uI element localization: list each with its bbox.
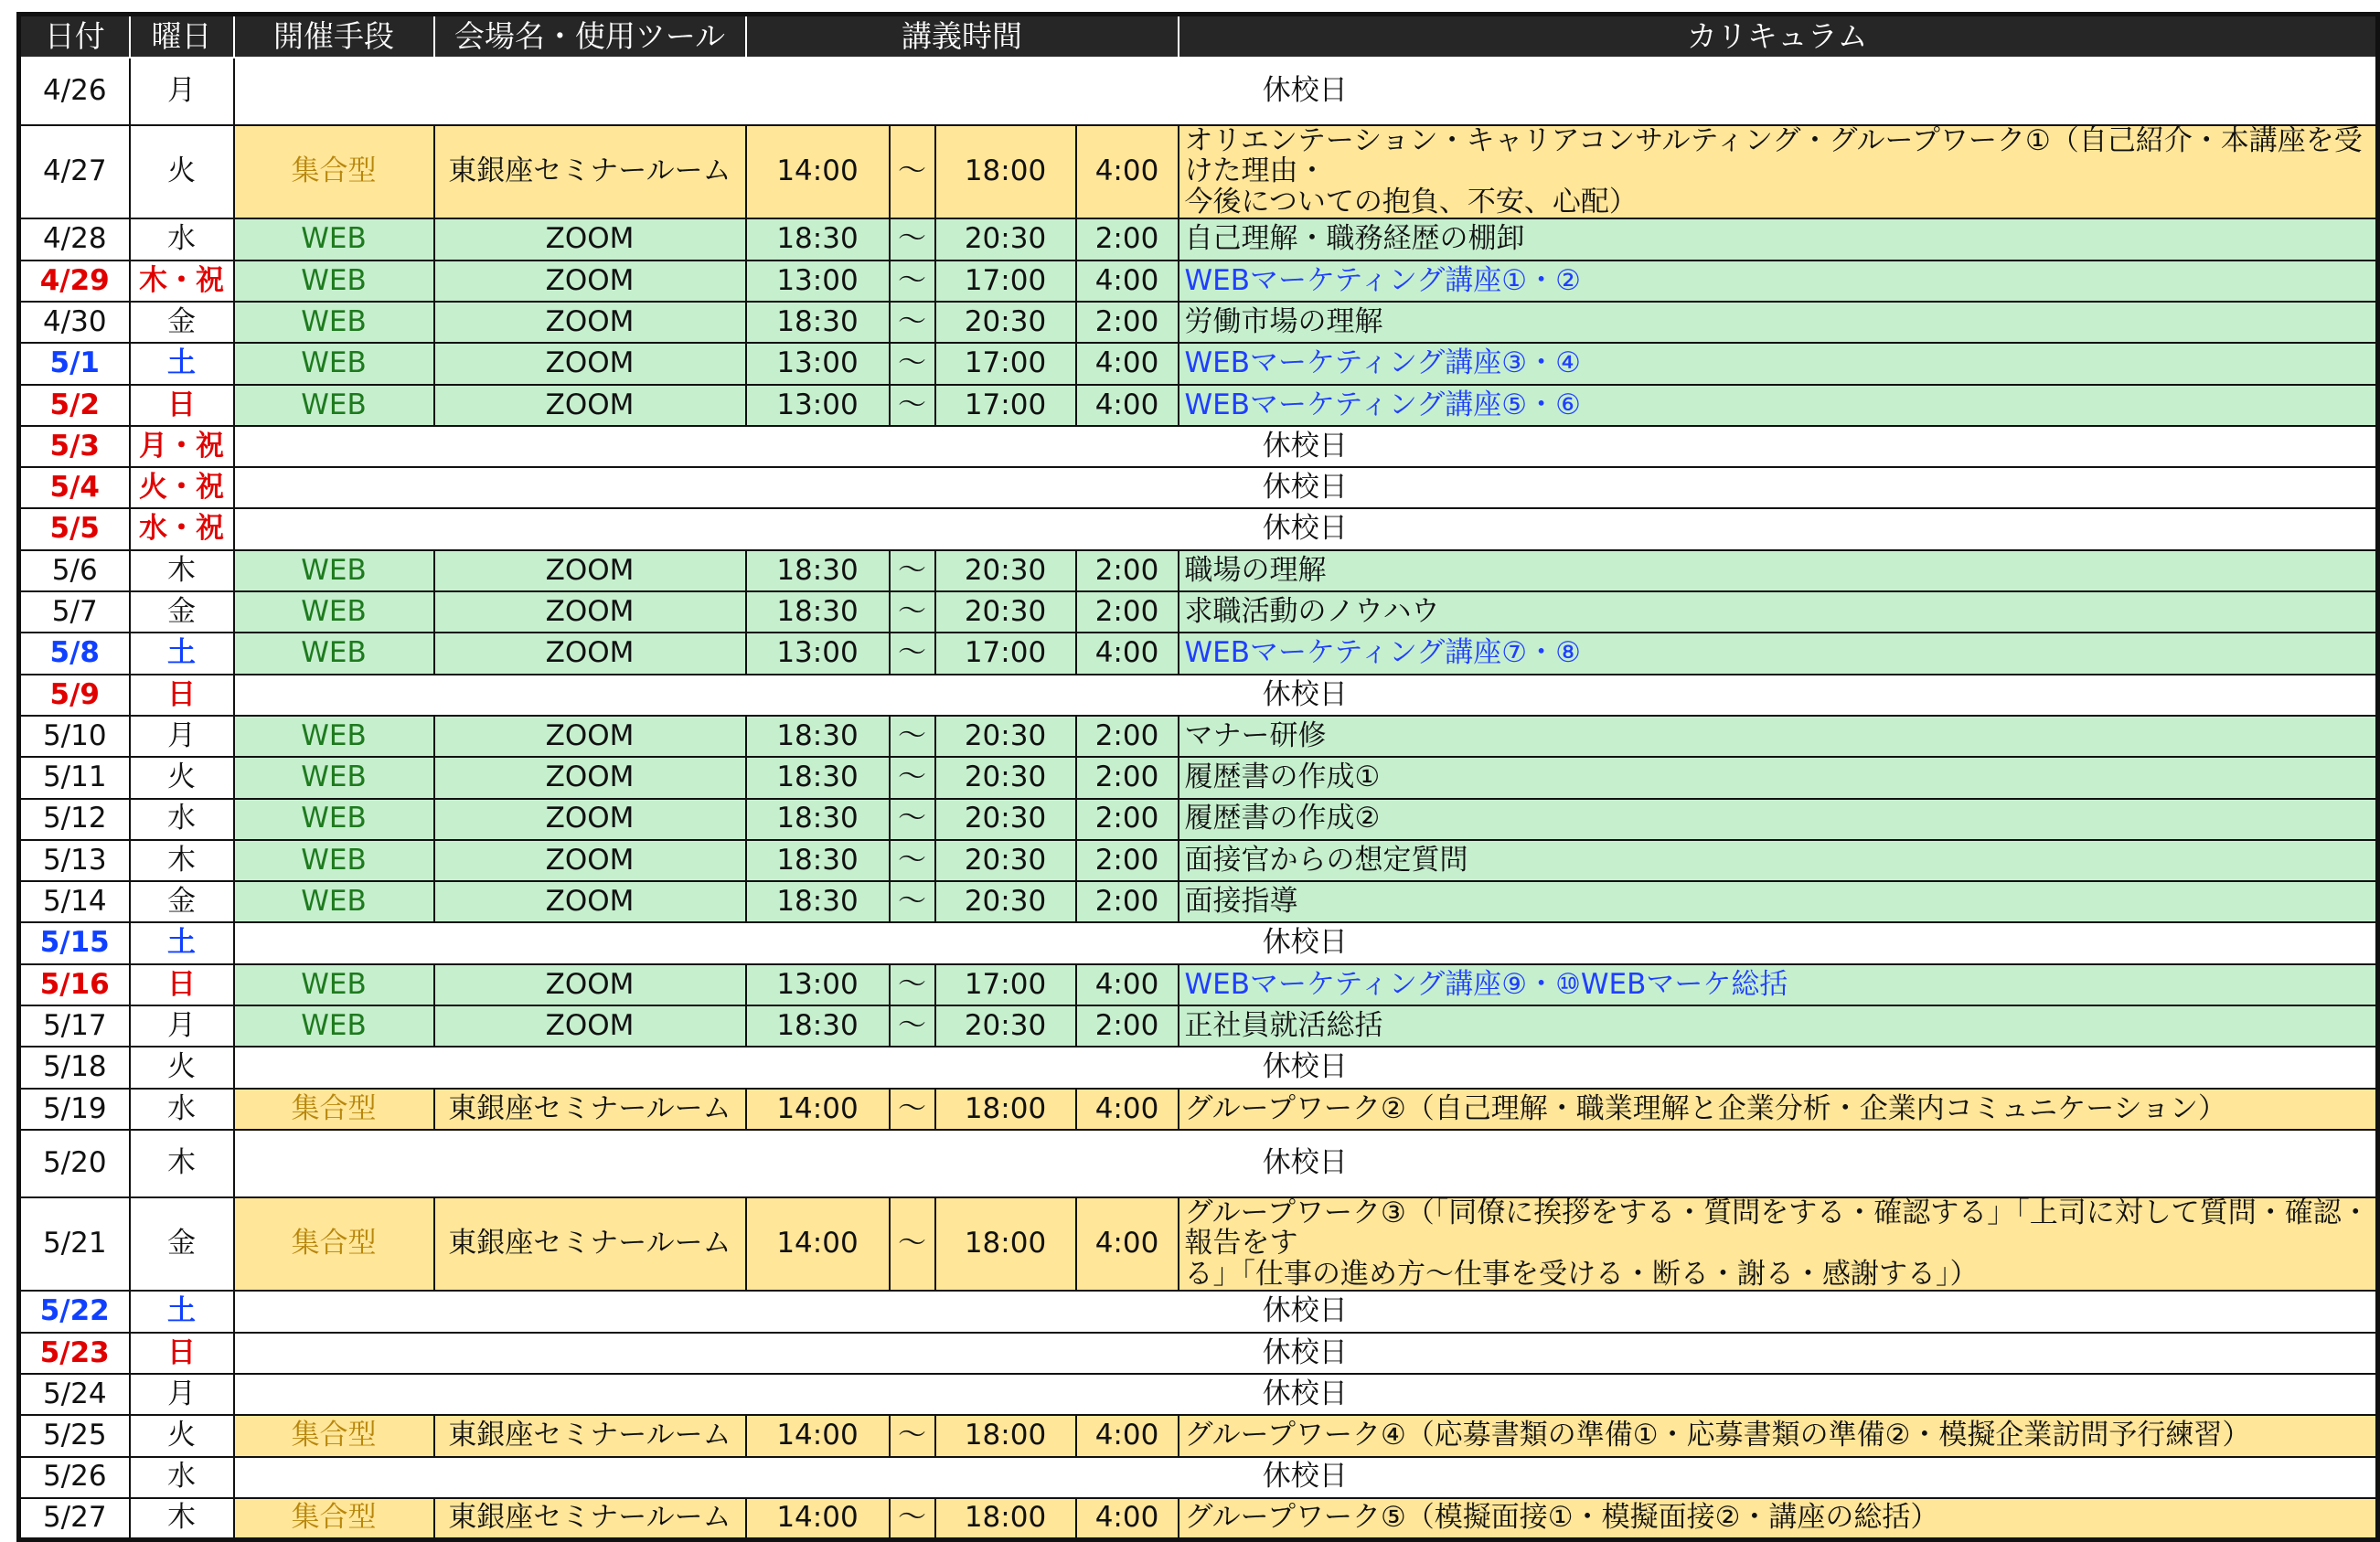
end-time-cell[interactable]: 17:00 [935,385,1076,426]
start-time-cell[interactable]: 18:30 [746,302,890,343]
hours-cell[interactable]: 4:00 [1076,1089,1179,1130]
holiday-cell[interactable]: 休校日 [234,508,2378,549]
dow-cell[interactable]: 金 [130,302,234,343]
venue-cell[interactable]: 東銀座セミナールーム [434,1415,746,1456]
curriculum-text: オリエンテーション・キャリアコンサルティング・グループワーク①（自己紹介・本講座を受けた理由・ 今後についての抱負、不安、心配） [1184,124,2363,218]
date-cell[interactable]: 5/8 [19,633,130,674]
venue-cell[interactable]: ZOOM [434,550,746,591]
curriculum-cell[interactable] [1179,1089,2378,1130]
holiday-cell[interactable]: 休校日 [234,1047,2378,1088]
tilde-cell[interactable]: ～ [890,964,935,1005]
dow-cell[interactable]: 土 [130,633,234,674]
dow-cell[interactable]: 月・祝 [130,426,234,467]
date-cell[interactable]: 5/27 [19,1498,130,1539]
curriculum-text: マナー研修 [1184,718,1327,752]
schedule-body [19,58,2378,1539]
curriculum-text: WEBマーケティング講座⑤・⑥ [1184,388,1581,421]
table-row[interactable] [19,633,2378,674]
tilde-cell[interactable]: ～ [890,261,935,302]
start-time-cell[interactable]: 13:00 [746,343,890,384]
mode-cell[interactable]: 集合型 [234,1498,434,1539]
curriculum-cell[interactable] [1179,302,2378,343]
date-cell[interactable]: 5/20 [19,1130,130,1197]
tilde-cell[interactable]: ～ [890,1089,935,1130]
hours-cell[interactable]: 4:00 [1076,1498,1179,1539]
date-cell[interactable]: 5/1 [19,343,130,384]
table-row[interactable] [19,799,2378,840]
hours-cell[interactable]: 4:00 [1076,385,1179,426]
hours-cell[interactable]: 4:00 [1076,964,1179,1005]
venue-cell[interactable]: ZOOM [434,964,746,1005]
dow-cell[interactable]: 水 [130,218,234,260]
start-time-cell[interactable]: 18:30 [746,799,890,840]
dow-cell[interactable]: 水 [130,1089,234,1130]
start-time-cell[interactable]: 14:00 [746,1089,890,1130]
holiday-cell[interactable]: 休校日 [234,1333,2378,1374]
table-row[interactable] [19,261,2378,302]
hours-cell[interactable]: 4:00 [1076,1415,1179,1456]
start-time-cell[interactable]: 13:00 [746,385,890,426]
table-row[interactable] [19,716,2378,757]
start-time-cell[interactable]: 18:30 [746,591,890,633]
dow-cell[interactable]: 水・祝 [130,508,234,549]
start-time-cell[interactable]: 14:00 [746,1498,890,1539]
dow-cell[interactable]: 火 [130,1047,234,1088]
date-cell[interactable]: 5/2 [19,385,130,426]
hours-cell[interactable]: 2:00 [1076,591,1179,633]
table-row[interactable] [19,302,2378,343]
end-time-cell[interactable]: 18:00 [935,1498,1076,1539]
header-curriculum[interactable]: カリキュラム [1179,15,2378,58]
dow-cell[interactable]: 土 [130,922,234,963]
end-time-cell[interactable]: 20:30 [935,840,1076,881]
table-row[interactable] [19,1197,2378,1291]
dow-cell[interactable]: 月 [130,716,234,757]
tilde-cell[interactable]: ～ [890,716,935,757]
curriculum-cell[interactable] [1179,261,2378,302]
dow-cell[interactable]: 日 [130,1333,234,1374]
mode-cell[interactable]: WEB [234,716,434,757]
end-time-cell[interactable]: 20:30 [935,757,1076,798]
date-cell[interactable]: 4/27 [19,125,130,218]
venue-cell[interactable]: ZOOM [434,799,746,840]
hours-cell[interactable]: 4:00 [1076,633,1179,674]
tilde-cell[interactable]: ～ [890,591,935,633]
dow-cell[interactable]: 月 [130,58,234,125]
mode-cell[interactable]: WEB [234,550,434,591]
table-row[interactable] [19,1498,2378,1539]
venue-cell[interactable]: ZOOM [434,1005,746,1047]
dow-cell[interactable]: 金 [130,591,234,633]
date-cell[interactable]: 4/29 [19,261,130,302]
date-cell[interactable]: 5/12 [19,799,130,840]
date-cell[interactable]: 5/26 [19,1457,130,1498]
header-dow[interactable]: 曜日 [130,15,234,58]
table-row[interactable] [19,1089,2378,1130]
tilde-cell[interactable]: ～ [890,1197,935,1291]
date-cell[interactable]: 5/23 [19,1333,130,1374]
date-cell[interactable]: 5/19 [19,1089,130,1130]
curriculum-text: グループワーク③（「同僚に挨拶をする・質問をする・確認する」「上司に対して質問・確認・報告をす る」「仕事の進め方～仕事を受ける・断る・謝る・感謝する」） [1184,1196,2370,1291]
curriculum-text: グループワーク②（自己理解・職業理解と企業分析・企業内コミュニケーション） [1184,1091,2226,1125]
curriculum-cell[interactable] [1179,218,2378,260]
curriculum-cell[interactable] [1179,125,2378,218]
date-cell[interactable]: 5/15 [19,922,130,963]
curriculum-cell[interactable] [1179,1197,2378,1291]
curriculum-cell[interactable] [1179,550,2378,591]
end-time-cell[interactable]: 17:00 [935,261,1076,302]
venue-cell[interactable]: 東銀座セミナールーム [434,125,746,218]
end-time-cell[interactable]: 20:30 [935,591,1076,633]
curriculum-text: 求職活動のノウハウ [1184,594,1440,628]
mode-cell[interactable]: 集合型 [234,125,434,218]
venue-cell[interactable]: ZOOM [434,261,746,302]
mode-cell[interactable]: WEB [234,591,434,633]
tilde-cell[interactable]: ～ [890,385,935,426]
schedule-sheet [16,12,2370,1534]
tilde-cell[interactable]: ～ [890,550,935,591]
date-cell[interactable]: 5/14 [19,881,130,922]
table-row[interactable] [19,1333,2378,1374]
start-time-cell[interactable]: 18:30 [746,716,890,757]
table-row[interactable] [19,1374,2378,1415]
curriculum-cell[interactable] [1179,799,2378,840]
dow-cell[interactable]: 金 [130,1197,234,1291]
hours-cell[interactable]: 4:00 [1076,343,1179,384]
start-time-cell[interactable]: 18:30 [746,757,890,798]
date-cell[interactable]: 4/26 [19,58,130,125]
end-time-cell[interactable]: 20:30 [935,881,1076,922]
dow-cell[interactable]: 土 [130,343,234,384]
dow-cell[interactable]: 日 [130,964,234,1005]
hours-cell[interactable]: 2:00 [1076,881,1179,922]
hours-cell[interactable]: 2:00 [1076,840,1179,881]
dow-cell[interactable]: 火 [130,125,234,218]
tilde-cell[interactable]: ～ [890,799,935,840]
holiday-cell[interactable]: 休校日 [234,922,2378,963]
dow-cell[interactable]: 木 [130,1498,234,1539]
mode-cell[interactable]: WEB [234,385,434,426]
hours-cell[interactable]: 2:00 [1076,1005,1179,1047]
curriculum-text: 正社員就活総括 [1184,1008,1383,1042]
mode-cell[interactable]: WEB [234,343,434,384]
curriculum-text: グループワーク④（応募書類の準備①・応募書類の準備②・模擬企業訪問予行練習） [1184,1419,2251,1452]
mode-cell[interactable]: WEB [234,840,434,881]
end-time-cell[interactable]: 18:00 [935,1197,1076,1291]
table-row[interactable] [19,757,2378,798]
schedule-table [16,12,2380,1542]
tilde-cell[interactable]: ～ [890,1498,935,1539]
curriculum-cell[interactable] [1179,1498,2378,1539]
start-time-cell[interactable]: 18:30 [746,1005,890,1047]
end-time-cell[interactable]: 18:00 [935,125,1076,218]
curriculum-text: WEBマーケティング講座①・② [1184,263,1581,297]
curriculum-text: 自己理解・職務経歴の棚卸 [1184,222,1525,256]
date-cell[interactable]: 5/4 [19,467,130,508]
curriculum-cell[interactable] [1179,716,2378,757]
tilde-cell[interactable]: ～ [890,302,935,343]
hours-cell[interactable]: 2:00 [1076,799,1179,840]
mode-cell[interactable]: WEB [234,964,434,1005]
start-time-cell[interactable]: 18:30 [746,218,890,260]
venue-cell[interactable]: ZOOM [434,218,746,260]
curriculum-cell[interactable] [1179,1415,2378,1456]
table-row[interactable] [19,125,2378,218]
end-time-cell[interactable]: 18:00 [935,1415,1076,1456]
date-cell[interactable]: 5/16 [19,964,130,1005]
table-row[interactable] [19,467,2378,508]
venue-cell[interactable]: 東銀座セミナールーム [434,1197,746,1291]
start-time-cell[interactable]: 14:00 [746,125,890,218]
tilde-cell[interactable]: ～ [890,343,935,384]
header-venue[interactable]: 会場名・使用ツール [434,15,746,58]
tilde-cell[interactable]: ～ [890,757,935,798]
start-time-cell[interactable]: 14:00 [746,1197,890,1291]
date-cell[interactable]: 5/7 [19,591,130,633]
dow-cell[interactable]: 水 [130,799,234,840]
date-cell[interactable]: 5/6 [19,550,130,591]
curriculum-cell[interactable] [1179,881,2378,922]
curriculum-cell[interactable] [1179,964,2378,1005]
mode-cell[interactable]: WEB [234,1005,434,1047]
end-time-cell[interactable]: 17:00 [935,633,1076,674]
curriculum-text: WEBマーケティング講座⑨・⑩WEBマーケ総括 [1184,967,1788,1001]
curriculum-cell[interactable] [1179,757,2378,798]
curriculum-cell[interactable] [1179,633,2378,674]
tilde-cell[interactable]: ～ [890,840,935,881]
dow-cell[interactable]: 火 [130,1415,234,1456]
curriculum-cell[interactable] [1179,1005,2378,1047]
hours-cell[interactable]: 2:00 [1076,302,1179,343]
hours-cell[interactable]: 4:00 [1076,125,1179,218]
curriculum-text: 履歴書の作成② [1184,802,1381,835]
mode-cell[interactable]: WEB [234,633,434,674]
table-row[interactable] [19,343,2378,384]
tilde-cell[interactable]: ～ [890,1415,935,1456]
table-row[interactable] [19,218,2378,260]
curriculum-text: グループワーク⑤（模擬面接①・模擬面接②・講座の総括） [1184,1500,1939,1534]
start-time-cell[interactable]: 13:00 [746,964,890,1005]
date-cell[interactable]: 5/21 [19,1197,130,1291]
date-cell[interactable]: 5/9 [19,675,130,716]
table-row[interactable] [19,1291,2378,1332]
curriculum-text: 職場の理解 [1184,553,1327,587]
venue-cell[interactable]: 東銀座セミナールーム [434,1089,746,1130]
curriculum-cell[interactable] [1179,343,2378,384]
date-cell[interactable]: 5/5 [19,508,130,549]
date-cell[interactable]: 5/3 [19,426,130,467]
curriculum-cell[interactable] [1179,840,2378,881]
table-row[interactable] [19,1005,2378,1047]
tilde-cell[interactable]: ～ [890,218,935,260]
dow-cell[interactable]: 日 [130,385,234,426]
table-row[interactable] [19,964,2378,1005]
dow-cell[interactable]: 火・祝 [130,467,234,508]
hours-cell[interactable]: 4:00 [1076,1197,1179,1291]
end-time-cell[interactable]: 20:30 [935,218,1076,260]
tilde-cell[interactable]: ～ [890,881,935,922]
end-time-cell[interactable]: 20:30 [935,1005,1076,1047]
tilde-cell[interactable]: ～ [890,1005,935,1047]
venue-cell[interactable]: ZOOM [434,633,746,674]
curriculum-text: WEBマーケティング講座③・④ [1184,346,1581,380]
table-row[interactable] [19,922,2378,963]
mode-cell[interactable]: 集合型 [234,1415,434,1456]
end-time-cell[interactable]: 18:00 [935,1089,1076,1130]
date-cell[interactable]: 5/24 [19,1374,130,1415]
curriculum-text: 労働市場の理解 [1184,304,1383,338]
dow-cell[interactable]: 土 [130,1291,234,1332]
start-time-cell[interactable]: 18:30 [746,881,890,922]
holiday-cell[interactable]: 休校日 [234,1457,2378,1498]
holiday-cell[interactable]: 休校日 [234,1374,2378,1415]
end-time-cell[interactable]: 20:30 [935,716,1076,757]
table-row[interactable] [19,58,2378,125]
holiday-cell[interactable]: 休校日 [234,1130,2378,1197]
venue-cell[interactable]: ZOOM [434,757,746,798]
dow-cell[interactable]: 月 [130,1005,234,1047]
table-row[interactable] [19,426,2378,467]
date-cell[interactable]: 5/22 [19,1291,130,1332]
start-time-cell[interactable]: 14:00 [746,1415,890,1456]
table-row[interactable] [19,1457,2378,1498]
curriculum-text: WEBマーケティング講座⑦・⑧ [1184,636,1581,670]
curriculum-text: 面接官からの想定質問 [1184,843,1468,877]
curriculum-text: 面接指導 [1184,885,1298,919]
end-time-cell[interactable]: 17:00 [935,343,1076,384]
mode-cell[interactable]: WEB [234,881,434,922]
venue-cell[interactable]: ZOOM [434,591,746,633]
holiday-cell[interactable]: 休校日 [234,1291,2378,1332]
mode-cell[interactable]: WEB [234,261,434,302]
hours-cell[interactable]: 4:00 [1076,261,1179,302]
curriculum-cell[interactable] [1179,385,2378,426]
curriculum-cell[interactable] [1179,591,2378,633]
mode-cell[interactable]: 集合型 [234,1197,434,1291]
table-row[interactable] [19,591,2378,633]
table-row[interactable] [19,1415,2378,1456]
table-row[interactable] [19,1047,2378,1088]
header-time[interactable]: 講義時間 [746,15,1179,58]
hours-cell[interactable]: 2:00 [1076,218,1179,260]
end-time-cell[interactable]: 20:30 [935,302,1076,343]
date-cell[interactable]: 5/17 [19,1005,130,1047]
header-date[interactable]: 日付 [19,15,130,58]
venue-cell[interactable]: ZOOM [434,716,746,757]
mode-cell[interactable]: 集合型 [234,1089,434,1130]
start-time-cell[interactable]: 18:30 [746,840,890,881]
tilde-cell[interactable]: ～ [890,125,935,218]
mode-cell[interactable]: WEB [234,302,434,343]
venue-cell[interactable]: ZOOM [434,302,746,343]
table-row[interactable] [19,385,2378,426]
tilde-cell[interactable]: ～ [890,633,935,674]
venue-cell[interactable]: ZOOM [434,343,746,384]
table-row[interactable] [19,881,2378,922]
holiday-cell[interactable]: 休校日 [234,467,2378,508]
header-row [19,15,2378,58]
end-time-cell[interactable]: 20:30 [935,799,1076,840]
hours-cell[interactable]: 2:00 [1076,757,1179,798]
date-cell[interactable]: 4/28 [19,218,130,260]
dow-cell[interactable]: 木 [130,840,234,881]
mode-cell[interactable]: WEB [234,799,434,840]
dow-cell[interactable]: 月 [130,1374,234,1415]
dow-cell[interactable]: 水 [130,1457,234,1498]
curriculum-text: 履歴書の作成① [1184,760,1381,794]
venue-cell[interactable]: 東銀座セミナールーム [434,1498,746,1539]
end-time-cell[interactable]: 20:30 [935,550,1076,591]
holiday-cell[interactable]: 休校日 [234,426,2378,467]
mode-cell[interactable]: WEB [234,757,434,798]
table-row[interactable] [19,550,2378,591]
table-row[interactable] [19,675,2378,716]
date-cell[interactable]: 5/25 [19,1415,130,1456]
table-row[interactable] [19,840,2378,881]
dow-cell[interactable]: 金 [130,881,234,922]
date-cell[interactable]: 5/18 [19,1047,130,1088]
date-cell[interactable]: 5/11 [19,757,130,798]
holiday-cell[interactable]: 休校日 [234,58,2378,125]
holiday-cell[interactable]: 休校日 [234,675,2378,716]
dow-cell[interactable]: 日 [130,675,234,716]
table-row[interactable] [19,1130,2378,1197]
dow-cell[interactable]: 木・祝 [130,261,234,302]
table-row[interactable] [19,508,2378,549]
venue-cell[interactable]: ZOOM [434,881,746,922]
start-time-cell[interactable]: 18:30 [746,550,890,591]
date-cell[interactable]: 4/30 [19,302,130,343]
mode-cell[interactable]: WEB [234,218,434,260]
start-time-cell[interactable]: 13:00 [746,633,890,674]
start-time-cell[interactable]: 13:00 [746,261,890,302]
date-cell[interactable]: 5/10 [19,716,130,757]
dow-cell[interactable]: 火 [130,757,234,798]
date-cell[interactable]: 5/13 [19,840,130,881]
end-time-cell[interactable]: 17:00 [935,964,1076,1005]
header-mode[interactable]: 開催手段 [234,15,434,58]
hours-cell[interactable]: 2:00 [1076,716,1179,757]
dow-cell[interactable]: 木 [130,550,234,591]
dow-cell[interactable]: 木 [130,1130,234,1197]
hours-cell[interactable]: 2:00 [1076,550,1179,591]
venue-cell[interactable]: ZOOM [434,840,746,881]
venue-cell[interactable]: ZOOM [434,385,746,426]
